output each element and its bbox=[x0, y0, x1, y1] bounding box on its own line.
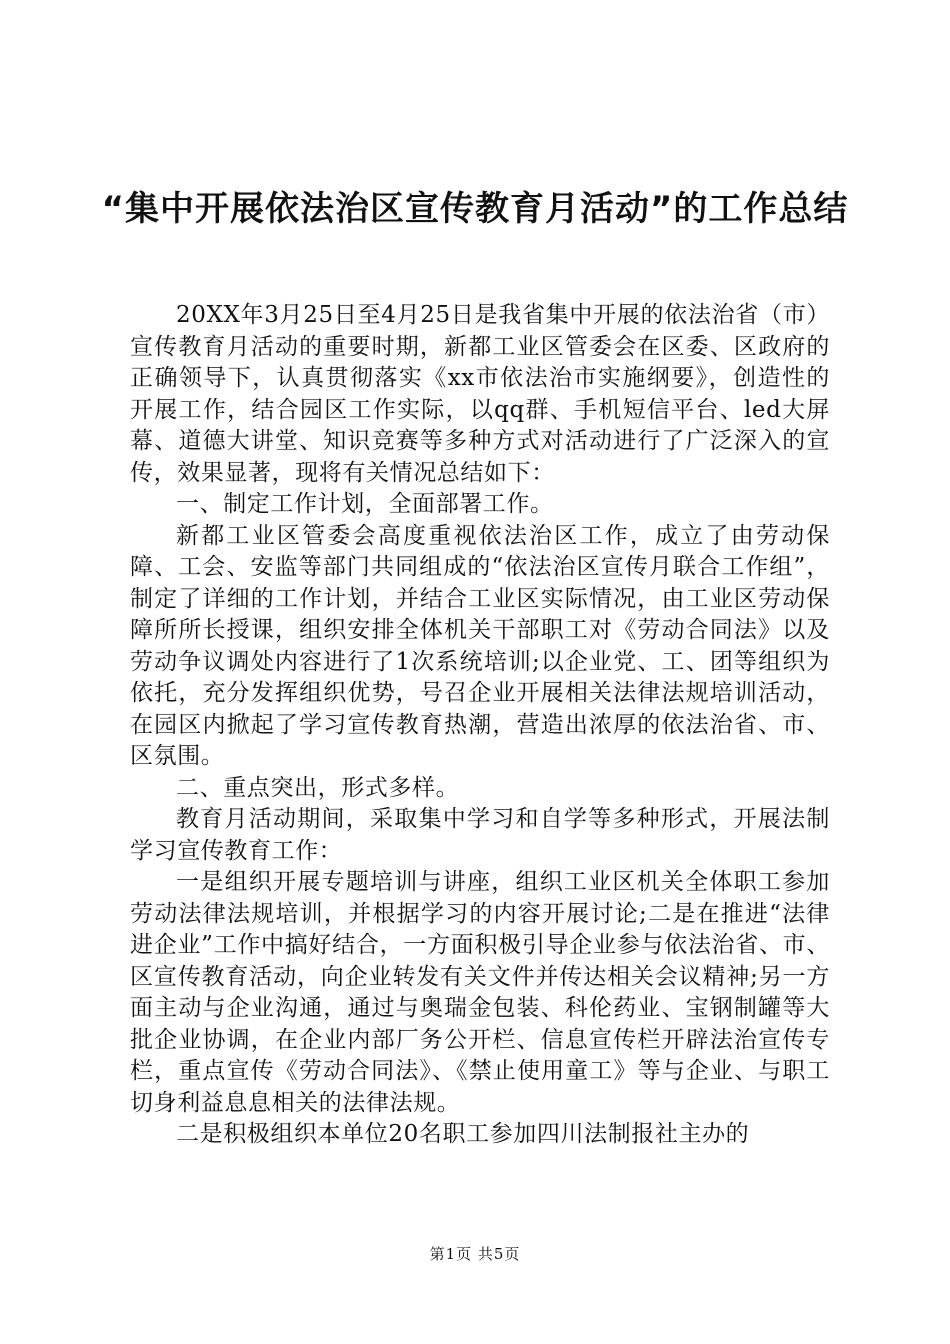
document-title: “集中开展依法治区宣传教育月活动”的工作总结 bbox=[101, 189, 849, 229]
paragraph-section-2-item-2: 二是积极组织本单位20名职工参加四川法制报社主办的 bbox=[176, 1121, 750, 1147]
paragraph-section-2-intro: 教育月活动期间，采取集中学习和自学等多种形式，开展法制学习宣传教育工作： bbox=[130, 806, 830, 864]
paragraph-intro: 20XX年3月25日至4月25日是我省集中开展的依法治省（市）宣传教育月活动的重要时期，新都工业区管委会在区委、区政府的正确领导下，认真贯彻落实《xx市依法治市实施纲要》，创造性的开展工作，结合园区工作实际，以qq群、手机短信平台、led大屏幕、道德大讲堂、知识竞赛等多种方式对活动进行了广泛深入的宣传，效果显著，现将有关情况总结如下： bbox=[130, 302, 830, 486]
page-footer: 第1页 共5页 bbox=[429, 1245, 521, 1263]
paragraph-section-2-item-1: 一是组织开展专题培训与讲座，组织工业区机关全体职工参加劳动法律法规培训，并根据学习的内容开展讨论;二是在推进“法律进企业”工作中搞好结合，一方面积极引导企业参与依法治省、市、区宣传教育活动，向企业转发有关文件并传达相关会议精神;另一方面主动与企业沟通，通过与奥瑞金包装、科伦药业、宝钢制罐等大批企业协调，在企业内部厂务公开栏、信息宣传栏开辟法治宣传专栏，重点宣传《劳动合同法》、《禁止使用童工》等与企业、与职工切身利益息息相关的法律法规。 bbox=[130, 869, 830, 1116]
section-heading-2: 二、重点突出，形式多样。 bbox=[176, 774, 460, 801]
section-heading-1: 一、制定工作计划，全面部署工作。 bbox=[176, 491, 554, 517]
document-body bbox=[130, 300, 830, 1151]
paragraph-section-1: 新都工业区管委会高度重视依法治区工作，成立了由劳动保障、工会、安监等部门共同组成的“依法治区宣传月联合工作组”，制定了详细的工作计划，并结合工业区实际情况，由工业区劳动保障所所长授课，组织安排全体机关干部职工对《劳动合同法》以及劳动争议调处内容进行了1次系统培训;以企业党、工、团等组织为依托，充分发挥组织优势，号召企业开展相关法律法规培训活动，在园区内掀起了学习宣传教育热潮，营造出浓厚的依法治省、市、区氛围。 bbox=[130, 522, 830, 769]
